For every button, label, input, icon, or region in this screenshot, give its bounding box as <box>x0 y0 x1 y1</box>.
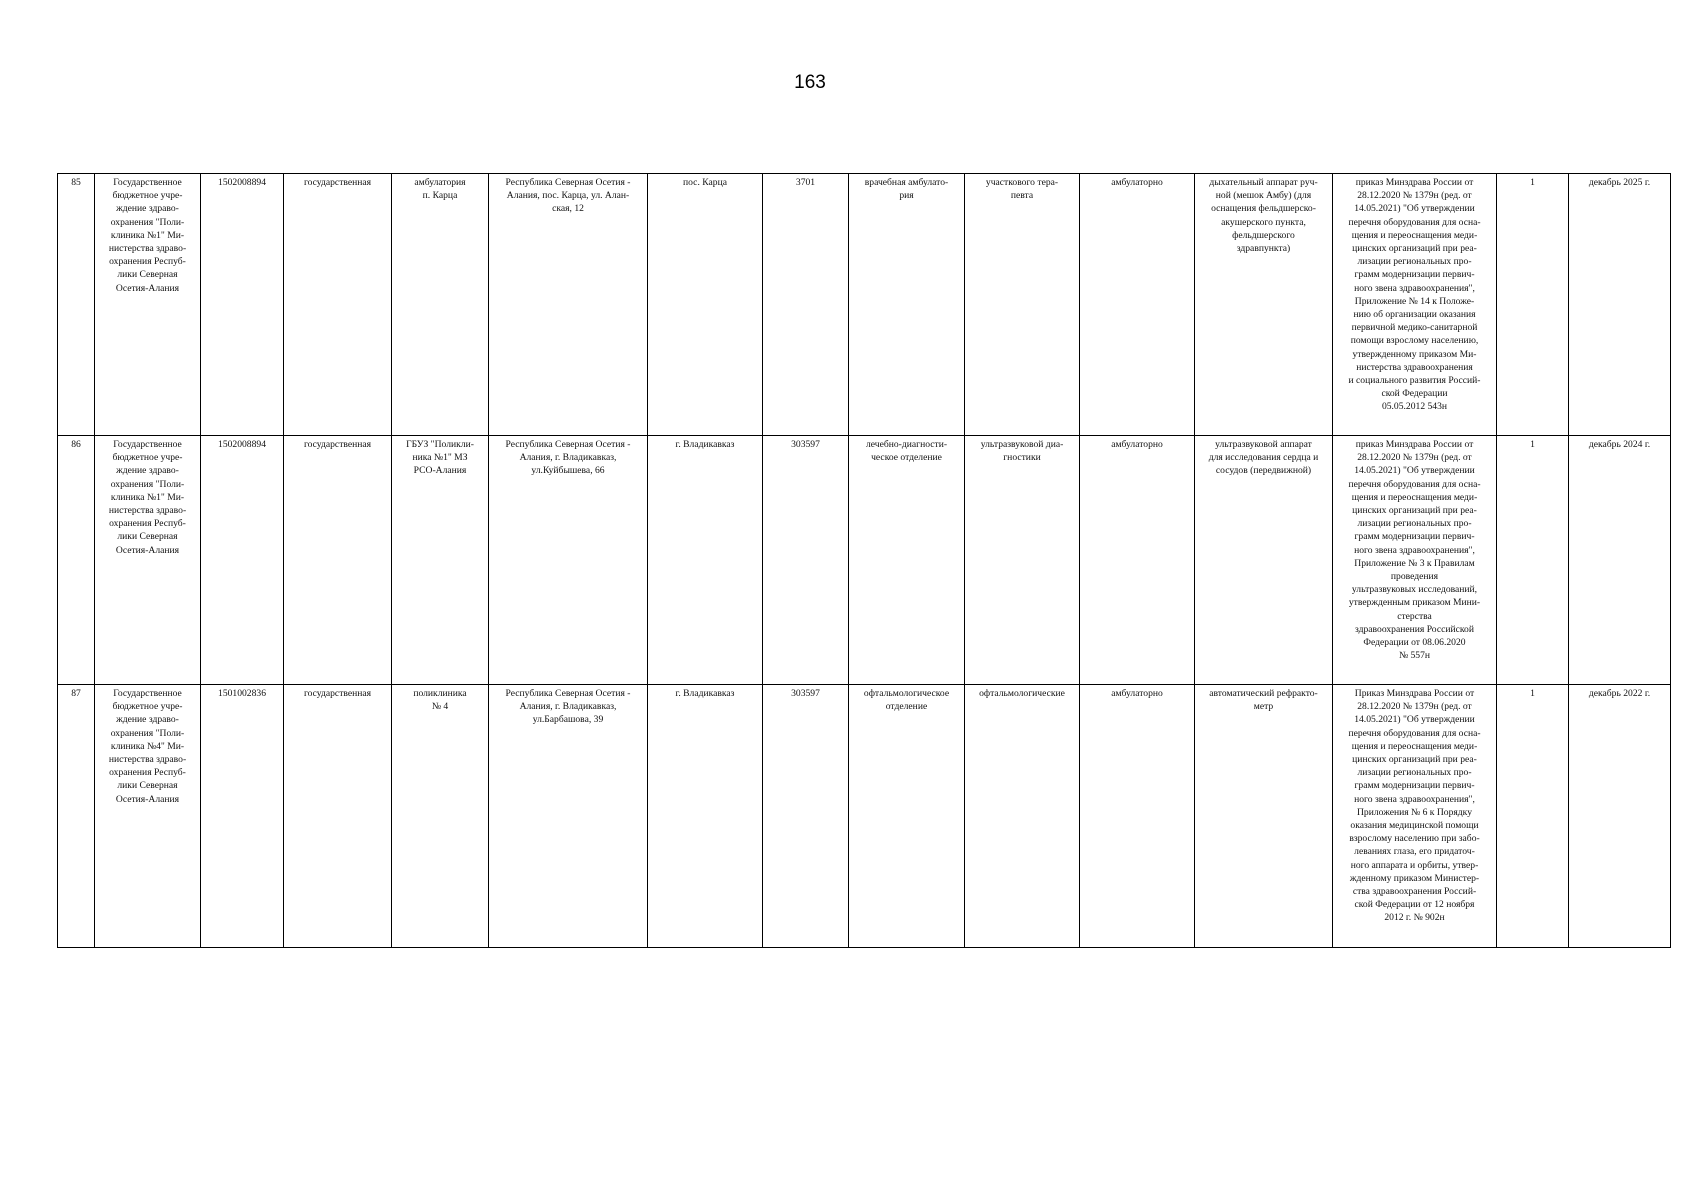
cell-conditions: амбулаторно <box>1080 685 1195 948</box>
cell-conditions: амбулаторно <box>1080 174 1195 436</box>
page-number: 163 <box>794 72 826 93</box>
cell-locality-code: 303597 <box>763 436 849 685</box>
cell-organization: Государственное бюджетное учре- ждение здраво- охранения "Поли- клиника №1" Ми- нистерства здраво- охранения Респуб- лики Северная Осетия-Алания <box>95 436 201 685</box>
cell-organization: Государственное бюджетное учре- ждение здраво- охранения "Поли- клиника №4" Ми- нистерства здраво- охранения Респуб- лики Северная Осетия-Алания <box>95 685 201 948</box>
cell-code: 1502008894 <box>201 174 284 436</box>
cell-basis: Приказ Минздрава России от 28.12.2020 № 1379н (ред. от 14.05.2021) "Об утверждении перечня оборудования для осна- щения и переоснащения меди- цинских организаций при реа- лизации региональных про- грамм модернизации первич- ного звена здравоохранения", Приложения № 6 к Порядку оказания медицинской помощи взрослому населению при забо- леваниях глаза, его придаточ- ного аппарата и орбиты, утвер- жденному приказом Министер- ства здравоохранения Россий- ской Федерации от 12 ноября 2012 г. № 902н <box>1333 685 1497 948</box>
cell-ownership: государственная <box>284 685 392 948</box>
cell-basis: приказ Минздрава России от 28.12.2020 № 1379н (ред. от 14.05.2021) "Об утверждении перечня оборудования для осна- щения и переоснащения меди- цинских организаций при реа- лизации региональных про- грамм модернизации первич- ного звена здравоохранения", Приложение № 3 к Правилам проведения ультразвуковых исследований, утвержденным приказом Мини- стерства здравоохранения Российской Федерации от 08.06.2020 № 557н <box>1333 436 1497 685</box>
cell-basis: приказ Минздрава России от 28.12.2020 № 1379н (ред. от 14.05.2021) "Об утверждении перечня оборудования для осна- щения и переоснащения меди- цинских организаций при реа- лизации региональных про- грамм модернизации первич- ного звена здравоохранения", Приложение № 14 к Положе- нию об организации оказания первичной медико-санитарной помощи взрослому населению, утвержденному приказом Ми- нистерства здравоохранения и социального развития Россий- ской Федерации 05.05.2012 543н <box>1333 174 1497 436</box>
table-row <box>58 174 1671 436</box>
cell-quantity: 1 <box>1497 174 1569 436</box>
cell-cabinet: ультразвуковой диа- гностики <box>965 436 1080 685</box>
cell-equipment: дыхательный аппарат руч- ной (мешок Амбу) (для оснащения фельдшерско- акушерского пункта, фельдшерского здравпункта) <box>1195 174 1333 436</box>
cell-locality: г. Владикавказ <box>648 685 763 948</box>
equipment-table <box>57 173 1671 948</box>
cell-code: 1502008894 <box>201 436 284 685</box>
cell-locality-code: 303597 <box>763 685 849 948</box>
table-row <box>58 436 1671 685</box>
table-row <box>58 685 1671 948</box>
cell-unit: амбулатория п. Карца <box>392 174 489 436</box>
cell-unit: ГБУЗ "Поликли- ника №1" МЗ РСО-Алания <box>392 436 489 685</box>
cell-number: 86 <box>58 436 95 685</box>
cell-department: врачебная амбулато- рия <box>849 174 965 436</box>
cell-conditions: амбулаторно <box>1080 436 1195 685</box>
cell-date: декабрь 2022 г. <box>1569 685 1671 948</box>
cell-department: лечебно-диагности- ческое отделение <box>849 436 965 685</box>
cell-cabinet: офтальмологические <box>965 685 1080 948</box>
cell-ownership: государственная <box>284 436 392 685</box>
cell-cabinet: участкового тера- певта <box>965 174 1080 436</box>
cell-department: офтальмологическое отделение <box>849 685 965 948</box>
cell-ownership: государственная <box>284 174 392 436</box>
cell-address: Республика Северная Осетия - Алания, пос. Карца, ул. Алан- ская, 12 <box>489 174 648 436</box>
cell-quantity: 1 <box>1497 685 1569 948</box>
cell-quantity: 1 <box>1497 436 1569 685</box>
cell-locality-code: 3701 <box>763 174 849 436</box>
cell-equipment: ультразвуковой аппарат для исследования сердца и сосудов (передвижной) <box>1195 436 1333 685</box>
cell-date: декабрь 2024 г. <box>1569 436 1671 685</box>
cell-unit: поликлиника № 4 <box>392 685 489 948</box>
cell-address: Республика Северная Осетия - Алания, г. Владикавказ, ул.Барбашова, 39 <box>489 685 648 948</box>
cell-locality: пос. Карца <box>648 174 763 436</box>
cell-organization: Государственное бюджетное учре- ждение здраво- охранения "Поли- клиника №1" Ми- нистерства здраво- охранения Респуб- лики Северная Осетия-Алания <box>95 174 201 436</box>
cell-locality: г. Владикавказ <box>648 436 763 685</box>
cell-code: 1501002836 <box>201 685 284 948</box>
cell-address: Республика Северная Осетия - Алания, г. Владикавказ, ул.Куйбышева, 66 <box>489 436 648 685</box>
cell-number: 85 <box>58 174 95 436</box>
cell-number: 87 <box>58 685 95 948</box>
cell-equipment: автоматический рефракто- метр <box>1195 685 1333 948</box>
cell-date: декабрь 2025 г. <box>1569 174 1671 436</box>
